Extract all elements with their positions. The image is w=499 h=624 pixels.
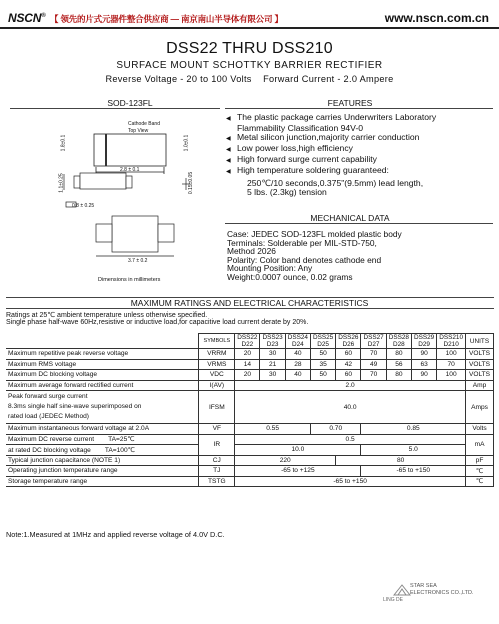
features-rule <box>225 108 493 109</box>
side-view <box>64 173 190 190</box>
feature-item: ◀ Metal silicon junction,majority carrier conduction <box>226 132 420 142</box>
ratings-note-1: Ratings at 25℃ ambient temperature unless otherwise specified. <box>6 312 208 319</box>
header-desc <box>6 334 199 349</box>
solder-spec-2: 5 lbs. (2.3kg) tension <box>247 187 327 197</box>
features-list <box>226 113 436 197</box>
part-header: DSS22 D22 <box>235 334 260 349</box>
feature-item-cont: Flammability Classification 94V-0 <box>237 123 364 133</box>
symbols-header: SYMBOLS <box>199 334 235 349</box>
top-view-label: Top View <box>128 128 149 134</box>
part-header: DSS28 D28 <box>386 334 411 349</box>
dim-height-2: 1.0±0.1 <box>183 134 190 152</box>
document-title: DSS22 THRU DSS210 <box>166 40 333 57</box>
dim-height-1: 1.8±0.1 <box>60 134 67 152</box>
dim-width: 3.7 ± 0.2 <box>128 258 148 264</box>
ratings-rule-bottom <box>6 308 494 309</box>
document-subtitle: SURFACE MOUNT SCHOTTKY BARRIER RECTIFIER <box>116 60 383 71</box>
part-header: DSS27 D27 <box>361 334 386 349</box>
company-stamp: STAR SEA ELECTRONICS CO.,LTD. <box>410 583 474 596</box>
part-header: DSS23 D23 <box>260 334 285 349</box>
footnote: Note:1.Measured at 1MHz and applied reverse voltage of 4.0V D.C. <box>6 530 225 539</box>
table-row-iav: Maximum average forward rectified current I(AV) 2.0 Amp <box>6 380 494 391</box>
cathode-band-label: Cathode Band <box>128 121 160 127</box>
table-row-ir-25: Maximum DC reverse current TA=25℃ IR 0.5 mA <box>6 434 494 445</box>
table-row-tj: Operating junction temperature range TJ -65 to +125 -65 to +150 ℃ <box>6 466 494 477</box>
dim-length: 2.8 ± 0.1 <box>120 167 140 173</box>
dim-lead: 0.15±0.05 <box>188 171 195 195</box>
part-header: DSS210 D210 <box>437 334 466 349</box>
arrow-bullet-icon: ◀ <box>226 136 231 142</box>
website-link[interactable]: www.nscn.com.cn <box>384 11 489 25</box>
rating-summary: Reverse Voltage - 20 to 100 Volts Forward Current - 2.0 Ampere <box>105 74 394 84</box>
mech-line: Weight:0.0007 ounce, 0.02 grams <box>227 271 353 282</box>
table-row-cj: Typical junction capacitance (NOTE 1) CJ 220 80 pF <box>6 455 494 466</box>
arrow-bullet-icon: ◀ <box>226 158 231 164</box>
ratings-note-2: Single phase half-wave 60Hz,resistive or inductive load,for capacitive load current derate by 20%. <box>6 319 309 326</box>
table-row-vdc: Maximum DC blocking voltage VDC 20 30 40 50 60 70 80 90 100 VOLTS <box>6 370 494 381</box>
arrow-bullet-icon: ◀ <box>226 169 231 175</box>
solder-spec-1: 250℃/10 seconds,0.375"(9.5mm) lead length, <box>247 178 424 188</box>
arrow-bullet-icon: ◀ <box>226 116 231 122</box>
units-header: UNITS <box>466 334 494 349</box>
part-header: DSS24 D24 <box>285 334 310 349</box>
ratings-title: MAXIMUM RATINGS AND ELECTRICAL CHARACTERISTICS <box>130 298 369 308</box>
feature-item: ◀ High temperature soldering guaranteed: <box>226 165 389 175</box>
package-title: SOD-123FL <box>107 98 153 108</box>
part-header: DSS25 D25 <box>310 334 335 349</box>
header-row <box>6 334 494 349</box>
company-name: 【 领先的片式元器件整合供应商 — 南京南山半导体有限公司 】 <box>50 14 283 24</box>
mechanical-rule <box>225 223 493 224</box>
brand-logo: NSCN® <box>8 11 46 25</box>
part-header: DSS26 D26 <box>336 334 361 349</box>
mech-line: Terminals: Solderable per MIL-STD-750, <box>227 237 377 248</box>
table-row-tstg: Storage temperature range TSTG -65 to +150 ℃ <box>6 476 494 487</box>
footprint-view <box>66 202 174 256</box>
features-title: FEATURES <box>327 98 373 108</box>
part-header: DSS29 D29 <box>411 334 436 349</box>
mechanical-data <box>227 230 402 282</box>
star-sea-logo-icon <box>393 583 411 597</box>
table-row-vrms: Maximum RMS voltage VRMS 14 21 28 35 42 49 56 63 70 VOLTS <box>6 359 494 370</box>
stamp-prefix: LING DE <box>383 597 404 603</box>
feature-item: ◀ High forward surge current capability <box>226 154 377 164</box>
table-row-vf: Maximum instantaneous forward voltage at 2.0A VF 0.55 0.70 0.85 Volts <box>6 424 494 435</box>
mechanical-title: MECHANICAL DATA <box>310 213 390 223</box>
header-rule <box>0 27 499 29</box>
ratings-table <box>6 333 494 487</box>
table-row-ifsm: Peak forward surge current 8.3ms single half sine-wave superimposed on rated load (JEDEC Method) IFSM 40.0 Amps <box>6 391 494 424</box>
mech-line: Polarity: Color band denotes cathode end <box>227 254 382 265</box>
arrow-bullet-icon: ◀ <box>226 147 231 153</box>
mech-line: Method 2026 <box>227 246 276 257</box>
dim-pad: 0.8 ± 0.25 <box>72 203 95 209</box>
feature-item: ◀ The plastic package carries Underwriters Laboratory <box>226 112 437 122</box>
feature-item: ◀ Low power loss,high efficiency <box>226 143 353 153</box>
mech-line: Case: JEDEC SOD-123FL molded plastic body <box>227 229 402 239</box>
dim-side: 1.1±0.25 <box>58 173 65 193</box>
dimensions-note: Dimensions in millimeters <box>98 277 161 283</box>
mech-line: Mounting Position: Any <box>227 263 313 274</box>
package-rule <box>10 108 220 109</box>
table-row-ir-100: at rated DC blocking voltage TA=100℃ 10.0 5.0 <box>6 445 494 456</box>
table-row-vrrm: Maximum repetitive peak reverse voltage VRRM 20 30 40 50 60 70 80 90 100 VOLTS <box>6 349 494 360</box>
